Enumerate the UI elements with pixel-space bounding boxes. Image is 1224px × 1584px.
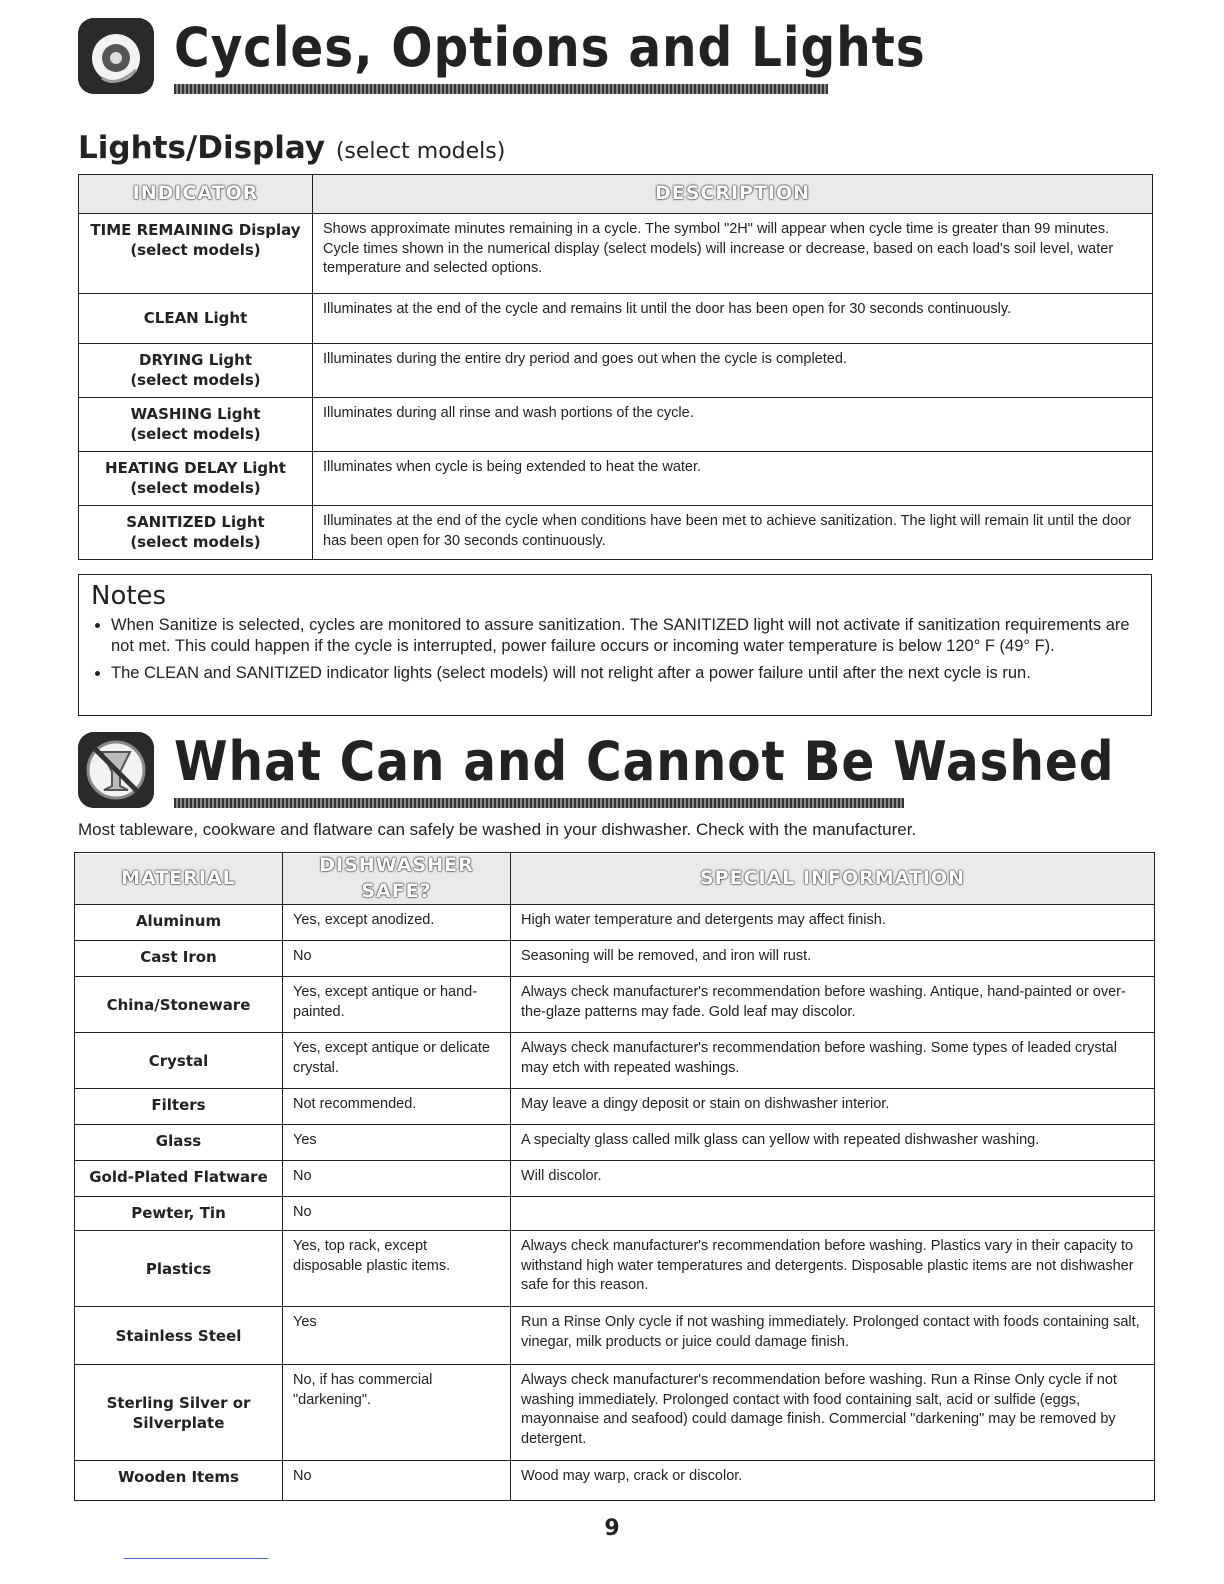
table-row <box>75 1461 1155 1501</box>
header-special-information: SPECIAL INFORMATION <box>511 853 1155 905</box>
table-row <box>75 1231 1155 1307</box>
table-row <box>75 977 1155 1033</box>
table-row <box>75 1033 1155 1089</box>
safe-cell: Yes, except anodized. <box>283 905 511 941</box>
washed-section-header <box>78 730 1115 812</box>
no-wash-glass-icon <box>78 732 154 808</box>
cycles-section-header <box>78 16 926 98</box>
table-row <box>79 344 1153 398</box>
material-cell: Glass <box>75 1125 283 1161</box>
lights-table <box>78 174 1153 560</box>
materials-table-header <box>75 853 1155 905</box>
note-item: • The CLEAN and SANITIZED indicator lights (select models) will not relight after a power failure until after the next cycle is run. <box>111 663 1139 684</box>
indicator-label: DRYING Light <box>139 351 252 369</box>
cycles-section-title: Cycles, Options and Lights <box>174 16 926 79</box>
indicator-sub: (select models) <box>130 533 261 552</box>
safe-cell: No, if has commercial "darkening". <box>283 1365 511 1461</box>
table-row <box>75 1125 1155 1161</box>
safe-cell: Yes <box>283 1125 511 1161</box>
lights-display-heading <box>78 130 505 166</box>
material-cell: Crystal <box>75 1033 283 1089</box>
table-row <box>75 1089 1155 1125</box>
info-cell: Always check manufacturer's recommendation before washing. Run a Rinse Only cycle if not washing immediately. Prolonged contact with food containing salt, acid or sulfide (eggs, mayonnaise and seafood) could damage finish. Commercial "darkening" may be removed by detergent. <box>511 1365 1155 1461</box>
indicator-label: TIME REMAINING Display <box>90 221 301 239</box>
material-cell: Sterling Silver or Silverplate <box>75 1365 283 1461</box>
material-cell: Filters <box>75 1089 283 1125</box>
material-cell: Stainless Steel <box>75 1307 283 1365</box>
materials-table <box>74 852 1155 1501</box>
description-cell: Shows approximate minutes remaining in a cycle. The symbol "2H" will appear when cycle time is greater than 99 minutes. Cycle times shown in the numerical display (select models) will increase or decrease, based on each load's soil level, water temperature and selected options. <box>313 214 1153 294</box>
material-cell: Wooden Items <box>75 1461 283 1501</box>
title-rule <box>174 798 904 808</box>
indicator-sub: (select models) <box>130 371 261 390</box>
info-cell <box>511 1197 1155 1231</box>
description-cell: Illuminates at the end of the cycle when conditions have been met to achieve sanitization. The light will remain lit until the door has been open for 30 seconds continuously. <box>313 506 1153 560</box>
table-row <box>75 1365 1155 1461</box>
note-item: • When Sanitize is selected, cycles are monitored to assure sanitization. The SANITIZED light will not activate if sanitization requirements are not met. This could happen if the cycle is interrupted, power failure occurs or incoming water temperature is below 120° F (49° F). <box>111 615 1139 658</box>
description-cell: Illuminates during the entire dry period and goes out when the cycle is completed. <box>313 344 1153 398</box>
info-cell: Always check manufacturer's recommendation before washing. Plastics vary in their capacity to withstand high water temperatures and detergents. Disposable plastic items are not dishwasher safe for this reason. <box>511 1231 1155 1307</box>
indicator-sub: (select models) <box>130 241 261 260</box>
table-row <box>79 452 1153 506</box>
info-cell: Always check manufacturer's recommendation before washing. Some types of leaded crystal may etch with repeated washings. <box>511 1033 1155 1089</box>
indicator-label: WASHING Light <box>130 405 261 423</box>
header-indicator: INDICATOR <box>79 175 313 214</box>
material-cell: Cast Iron <box>75 941 283 977</box>
indicator-label: SANITIZED Light <box>126 513 265 531</box>
table-row <box>75 1161 1155 1197</box>
safe-cell: No <box>283 1197 511 1231</box>
info-cell: High water temperature and detergents may affect finish. <box>511 905 1155 941</box>
footer-line <box>124 1558 268 1559</box>
safe-cell: Yes <box>283 1307 511 1365</box>
table-row <box>79 398 1153 452</box>
notes-box <box>78 574 1152 716</box>
safe-cell: Yes, except antique or delicate crystal. <box>283 1033 511 1089</box>
indicator-sub: (select models) <box>130 479 261 498</box>
page-number: 9 <box>604 1516 620 1541</box>
safe-cell: Yes, top rack, except disposable plastic items. <box>283 1231 511 1307</box>
indicator-cell <box>79 344 313 398</box>
table-row <box>75 1197 1155 1231</box>
description-cell: Illuminates at the end of the cycle and remains lit until the door has been open for 30 seconds continuously. <box>313 294 1153 344</box>
info-cell: A specialty glass called milk glass can yellow with repeated dishwasher washing. <box>511 1125 1155 1161</box>
indicator-sub: (select models) <box>130 425 261 444</box>
lights-table-header <box>79 175 1153 214</box>
header-dishwasher-safe: DISHWASHER SAFE? <box>283 853 511 905</box>
material-cell: Plastics <box>75 1231 283 1307</box>
indicator-cell <box>79 294 313 344</box>
indicator-label: HEATING DELAY Light <box>105 459 286 477</box>
material-cell: China/Stoneware <box>75 977 283 1033</box>
info-cell: Will discolor. <box>511 1161 1155 1197</box>
material-cell: Pewter, Tin <box>75 1197 283 1231</box>
subheading-note: (select models) <box>335 139 506 164</box>
header-description: DESCRIPTION <box>313 175 1153 214</box>
info-cell: May leave a dingy deposit or stain on dishwasher interior. <box>511 1089 1155 1125</box>
dishwasher-icon <box>78 18 154 94</box>
description-cell: Illuminates when cycle is being extended to heat the water. <box>313 452 1153 506</box>
title-rule <box>174 84 828 94</box>
safe-cell: Yes, except antique or hand-painted. <box>283 977 511 1033</box>
notes-title: Notes <box>91 581 167 611</box>
description-cell: Illuminates during all rinse and wash portions of the cycle. <box>313 398 1153 452</box>
info-cell: Seasoning will be removed, and iron will rust. <box>511 941 1155 977</box>
indicator-cell <box>79 452 313 506</box>
safe-cell: Not recommended. <box>283 1089 511 1125</box>
indicator-cell <box>79 214 313 294</box>
material-cell: Aluminum <box>75 905 283 941</box>
table-row <box>79 294 1153 344</box>
table-row <box>79 506 1153 560</box>
notes-list <box>91 615 1139 684</box>
indicator-label: CLEAN Light <box>143 309 248 328</box>
table-row <box>79 214 1153 294</box>
subheading-text: Lights/Display <box>78 130 326 166</box>
indicator-cell <box>79 506 313 560</box>
table-row <box>75 1307 1155 1365</box>
indicator-cell <box>79 398 313 452</box>
table-row <box>75 941 1155 977</box>
info-cell: Wood may warp, crack or discolor. <box>511 1461 1155 1501</box>
washed-section-title: What Can and Cannot Be Washed <box>174 730 1115 793</box>
intro-text: Most tableware, cookware and flatware can safely be washed in your dishwasher. Check with the manufacturer. <box>78 820 917 839</box>
info-cell: Run a Rinse Only cycle if not washing immediately. Prolonged contact with foods containing salt, vinegar, milk products or juice could damage finish. <box>511 1307 1155 1365</box>
header-material: MATERIAL <box>75 853 283 905</box>
material-cell: Gold-Plated Flatware <box>75 1161 283 1197</box>
safe-cell: No <box>283 941 511 977</box>
safe-cell: No <box>283 1461 511 1501</box>
info-cell: Always check manufacturer's recommendation before washing. Antique, hand-painted or over-the-glaze patterns may fade. Gold leaf may discolor. <box>511 977 1155 1033</box>
safe-cell: No <box>283 1161 511 1197</box>
table-row <box>75 905 1155 941</box>
